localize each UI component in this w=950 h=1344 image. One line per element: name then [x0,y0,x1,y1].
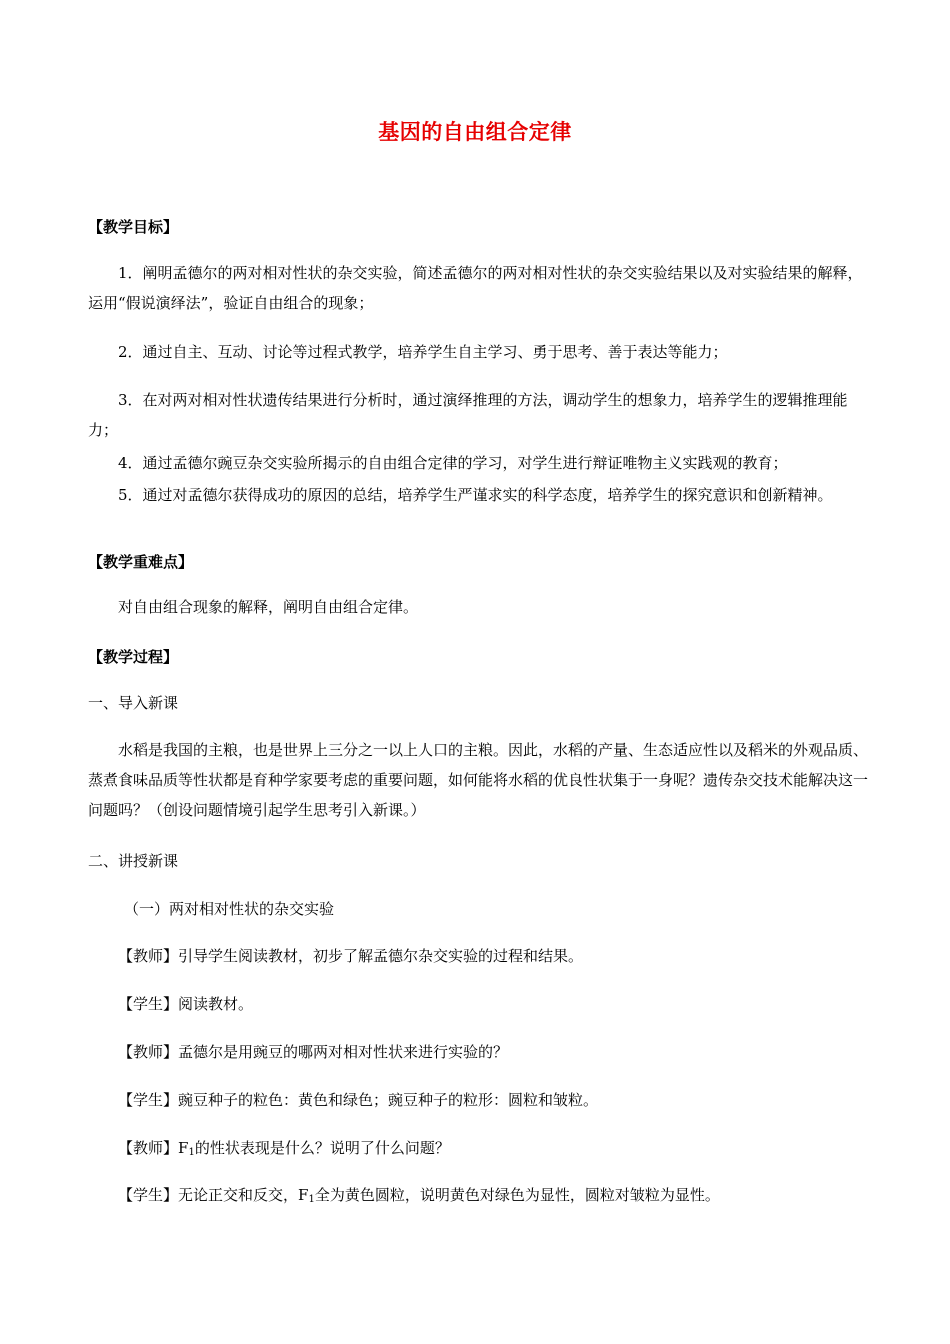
dialogue-text: 引导学生阅读教材，初步了解孟德尔杂交实验的过程和结果。 [178,947,584,965]
speaker-label: 【学生】 [118,1091,179,1109]
speaker-label: 【学生】 [118,1186,179,1204]
dialogue-line [118,1184,720,1205]
dialogue-prefix: F [178,1139,189,1157]
speaker-label: 【教师】 [118,1043,179,1061]
part1-text: 水稻是我国的主粮，也是世界上三分之一以上人口的主粮。因此，水稻的产量、生态适应性以及稻米的外观品质、蒸煮食味品质等性状都是育种学家要考虑的重要问题，如何能将水稻的优良性状集于一身呢？遗传杂交技术能解决这一问题吗？（创设问题情境引起学生思考引入新课。） [88,741,869,819]
dialogue-text: 阅读教材。 [178,995,254,1013]
subscript: 1 [308,1194,315,1205]
goal-item-1: 1．阐明孟德尔的两对相对性状的杂交实验，简述孟德尔的两对相对性状的杂交实验结果以及对实验结果的解释，运用“假说演绎法”，验证自由组合的现象； [88,264,863,312]
key-points-heading: 【教学重难点】 [88,553,194,571]
process-heading: 【教学过程】 [88,648,179,666]
dialogue-text: 豌豆种子的粒色：黄色和绿色；豌豆种子的粒形：圆粒和皱粒。 [178,1091,599,1109]
dialogue-line [118,1137,450,1158]
dialogue-line [118,1041,508,1062]
goal-item-4: 4．通过孟德尔豌豆杂交实验所揭示的自由组合定律的学习，对学生进行辩证唯物主义实践观的教育； [118,454,788,472]
dialogue-text: 全为黄色圆粒，说明黄色对绿色为显性，圆粒对皱粒为显性。 [314,1186,720,1204]
key-points-text: 对自由组合现象的解释，阐明自由组合定律。 [118,598,419,616]
dialogue-prefix: 无论正交和反交，F [178,1186,309,1204]
document-title: 基因的自由组合定律 [378,120,572,144]
dialogue-line [118,945,583,966]
goal-item-3: 3．在对两对相对性状遗传结果进行分析时，通过演绎推理的方法，调动学生的想象力，培养学生的逻辑推理能力； [88,391,848,439]
dialogue-text: 的性状表现是什么？说明了什么问题？ [194,1139,450,1157]
subscript: 1 [188,1147,195,1158]
dialogue-line [118,993,253,1014]
dialogue-line [118,1089,598,1110]
part2-heading: 二、讲授新课 [88,852,179,870]
goal-item-5: 5．通过对孟德尔获得成功的原因的总结，培养学生严谨求实的科学态度，培养学生的探究意识和创新精神。 [118,486,833,504]
goal-item-2: 2．通过自主、互动、讨论等过程式教学，培养学生自主学习、勇于思考、善于表达等能力； [118,343,728,361]
speaker-label: 【学生】 [118,995,179,1013]
part1-heading: 一、导入新课 [88,694,179,712]
dialogue-text: 孟德尔是用豌豆的哪两对相对性状来进行实验的？ [178,1043,509,1061]
speaker-label: 【教师】 [118,947,179,965]
goals-heading: 【教学目标】 [88,218,179,236]
sub1-heading: （一）两对相对性状的杂交实验 [124,900,335,918]
speaker-label: 【教师】 [118,1139,179,1157]
